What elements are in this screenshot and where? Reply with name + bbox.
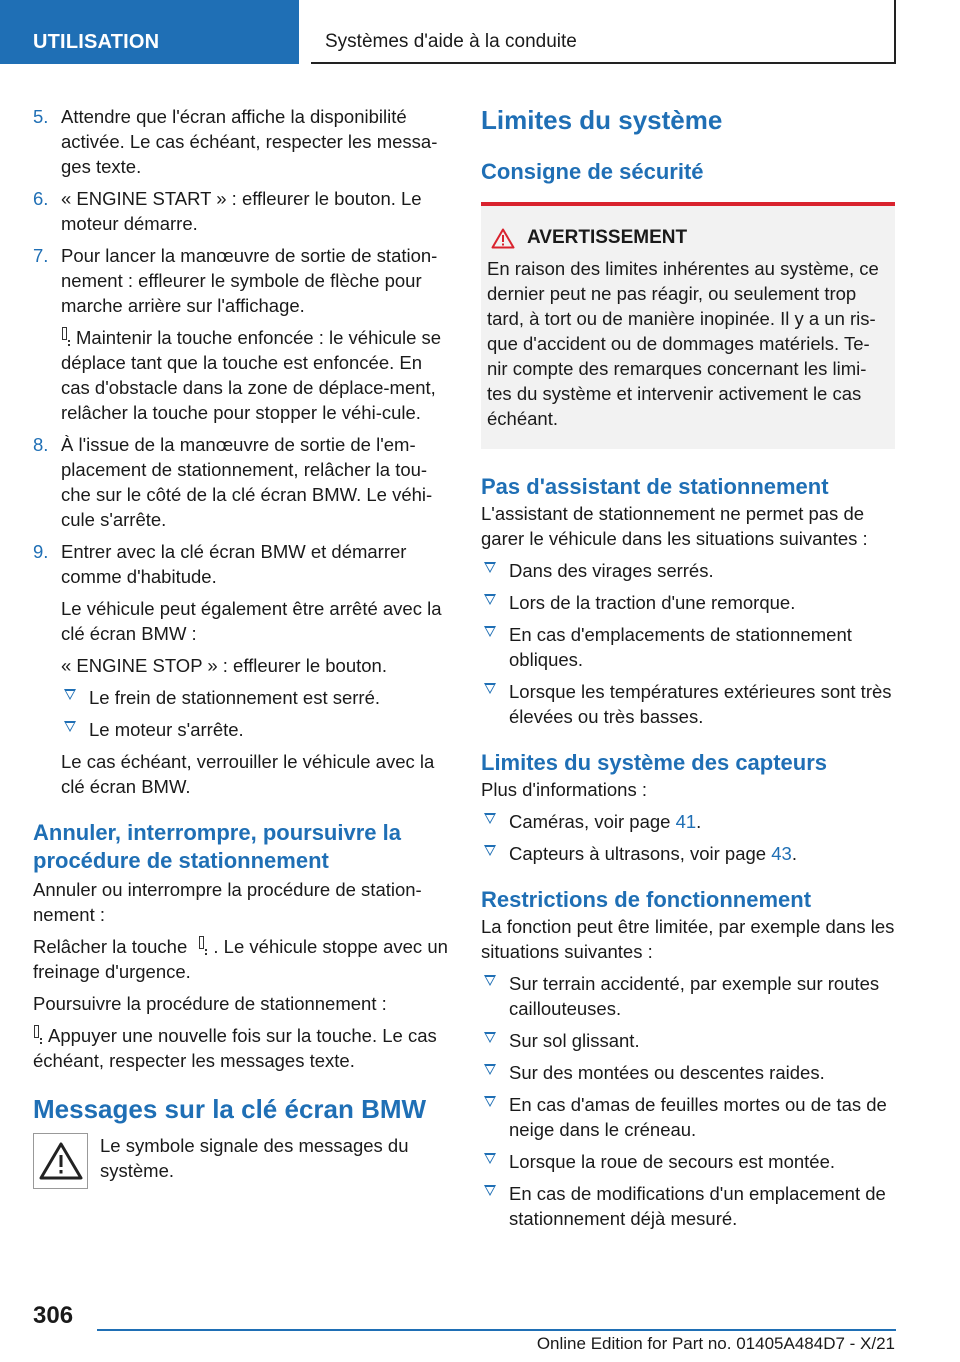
- chapter-title: Systèmes d'aide à la conduite: [325, 31, 577, 52]
- triangle-bullet-icon: [484, 975, 496, 986]
- restrict-text: La fonction peut être limitée, par exemple dans les situations suivantes :: [481, 916, 895, 962]
- list-item: En cas d'emplacements de stationnement obliques.: [481, 622, 895, 672]
- warning-text: En raison des limites inhérentes au système, ce dernier peut ne pas réagir, ou seulement trop tard, à tort ou de manière inopinée. Il y a un ris‐que d'accident ou de dommages matériels. Te‐nir compte des remarques concernant les limi‐tes du système et intervenir activement le cas échéant.: [487, 258, 879, 429]
- footer-divider: [97, 1329, 896, 1331]
- step-9-sub-3: Le cas échéant, verrouiller le véhicule avec la clé écran BMW.: [61, 751, 435, 797]
- sensor-heading: Limites du système des capteurs: [481, 750, 828, 775]
- limits-heading: Limites du système: [481, 105, 723, 135]
- list-item: Le frein de stationnement est serré.: [61, 685, 448, 710]
- step-7-note: Maintenir la touche enfoncée : le véhicule se déplace tant que la touche est enfoncée. En cas d'obstacle dans la zone de déplace‐ment, relâcher la touche pour stopper le véhi‐cule.: [61, 327, 442, 423]
- list-item: Lorsque la roue de secours est montée.: [481, 1149, 895, 1174]
- key-button-icon: [33, 1025, 42, 1045]
- step-9: 9. Entrer avec la clé écran BMW et démarrer comme d'habitude.: [33, 541, 407, 587]
- triangle-bullet-icon: [484, 562, 496, 573]
- warning-triangle-icon: [33, 1133, 88, 1189]
- key-button-icon: [198, 936, 207, 956]
- section-title: UTILISATION: [33, 31, 160, 53]
- no-assist-heading: Pas d'assistant de stationnement: [481, 474, 829, 499]
- step-5: 5. Attendre que l'écran affiche la disponibilité activée. Le cas échéant, respecter les messa‐ges texte.: [33, 106, 438, 177]
- cancel-text-1: Annuler ou interrompre la procédure de station‐nement :: [33, 879, 422, 925]
- triangle-bullet-icon: [484, 1185, 496, 1196]
- section-tab: [0, 0, 299, 64]
- right-column: [481, 104, 895, 1238]
- chapter-tab: [311, 0, 896, 64]
- triangle-bullet-icon: [484, 813, 496, 824]
- page-link-43[interactable]: 43: [771, 843, 792, 864]
- list-item: Capteurs à ultrasons, voir page 43.: [481, 841, 895, 866]
- list-item: Dans des virages serrés.: [481, 558, 895, 583]
- triangle-bullet-icon: [484, 1064, 496, 1075]
- list-item: En cas d'amas de feuilles mortes ou de tas de neige dans le créneau.: [481, 1092, 895, 1142]
- list-item: Sur des montées ou descentes raides.: [481, 1060, 895, 1085]
- messages-heading: Messages sur la clé écran BMW: [33, 1094, 427, 1124]
- safety-heading: Consigne de sécurité: [481, 159, 704, 184]
- triangle-bullet-icon: [484, 594, 496, 605]
- step-6: 6. « ENGINE START » : effleurer le bouton. Le moteur démarre.: [33, 188, 422, 234]
- edition-footer: Online Edition for Part no. 01405A484D7 - X/21: [536, 1334, 895, 1353]
- left-column: [33, 104, 448, 1189]
- cancel-text-4: Appuyer une nouvelle fois sur la touche. Le cas échéant, respecter les messages texte.: [33, 1025, 437, 1071]
- triangle-bullet-icon: [484, 1032, 496, 1043]
- cancel-text-3: Poursuivre la procédure de stationnement :: [33, 993, 387, 1014]
- triangle-bullet-icon: [484, 1153, 496, 1164]
- restrict-heading: Restrictions de fonctionnement: [481, 887, 812, 912]
- page-link-41[interactable]: 41: [675, 811, 697, 832]
- step-9-sub-2: « ENGINE STOP » : effleurer le bouton.: [61, 655, 387, 676]
- list-item: Sur sol glissant.: [481, 1028, 895, 1053]
- triangle-bullet-icon: [484, 1096, 496, 1107]
- list-item: Lorsque les températures extérieures sont très élevées ou très basses.: [481, 679, 895, 729]
- list-item: Le moteur s'arrête.: [61, 717, 448, 742]
- triangle-bullet-icon: [484, 626, 496, 637]
- cancel-text-2: Relâcher la touche . Le véhicule stoppe avec un freinage d'urgence.: [33, 936, 448, 982]
- sensor-text: Plus d'informations :: [481, 779, 647, 800]
- cancel-heading: Annuler, interrompre, poursuivre la procédure de stationnement: [33, 820, 401, 873]
- step-8: 8. À l'issue de la manœuvre de sortie de l'em‐placement de stationnement, relâcher la tou‐che sur le côté de la clé écran BMW. Le véhi‐cule s'arrête.: [33, 434, 433, 530]
- key-button-icon: [61, 327, 70, 347]
- triangle-bullet-icon: [484, 845, 496, 856]
- triangle-bullet-icon: [64, 721, 76, 732]
- warning-title: AVERTISSEMENT: [487, 226, 887, 250]
- list-item: En cas de modifications d'un emplacement de stationnement déjà mesuré.: [481, 1181, 895, 1231]
- triangle-bullet-icon: [64, 689, 76, 700]
- warning-triangle-icon: [491, 228, 515, 249]
- page-number: 306: [33, 1302, 74, 1329]
- messages-text: Le symbole signale des messages du système.: [100, 1135, 409, 1181]
- list-item: Lors de la traction d'une remorque.: [481, 590, 895, 615]
- triangle-bullet-icon: [484, 683, 496, 694]
- step-9-sub-1: Le véhicule peut également être arrêté avec la clé écran BMW :: [61, 598, 442, 644]
- messages-row: [33, 1133, 448, 1189]
- step-7: 7. Pour lancer la manœuvre de sortie de station‐nement : effleurer le symbole de flèche pour marche arrière sur l'affichage.: [33, 245, 438, 316]
- warning-box: [481, 202, 895, 449]
- list-item: Caméras, voir page 41.: [481, 809, 895, 834]
- no-assist-text: L'assistant de stationnement ne permet pas de garer le véhicule dans les situations suivantes :: [481, 503, 868, 549]
- list-item: Sur terrain accidenté, par exemple sur routes caillouteuses.: [481, 971, 895, 1021]
